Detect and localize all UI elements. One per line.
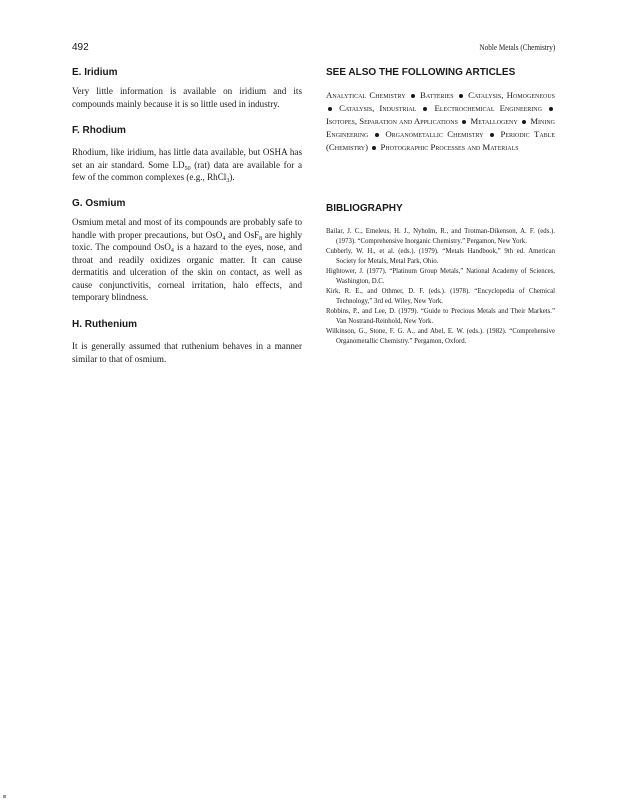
- see-also-item[interactable]: Batteries: [420, 90, 454, 100]
- bibliography-section: [326, 202, 555, 347]
- bibliography-list: [326, 227, 555, 347]
- corner-mark: [3, 795, 6, 798]
- see-also-item[interactable]: Catalysis, Industrial: [339, 103, 417, 113]
- see-also-item[interactable]: Analytical Chemistry: [326, 90, 406, 100]
- section-osmium: [72, 197, 302, 304]
- bibliography-entry: Kirk, R. E., and Othmer, D. F. (eds.). (1978). “Encyclopedia of Chemical Technology,” 3rd ed. Wiley, New York.: [326, 288, 555, 305]
- section-title-rhodium: F. Rhodium: [72, 125, 126, 136]
- bibliography-entry: Wilkinson, G., Stone, F. G. A., and Abel, E. W. (eds.). (1982). “Comprehensive Organometallic Chemistry.” Pergamon, Oxford.: [326, 328, 555, 345]
- section-ruthenium: [72, 318, 302, 365]
- bullet-separator: [372, 146, 376, 150]
- bibliography-entry: Bailar, J. C., Emeleus, H. J., Nyholm, R., and Trotman-Dikenson, A. F. (eds.). (1973). “Comprehensive Inorganic Chemistry.” Pergamon, New York.: [326, 228, 555, 245]
- see-also-item[interactable]: Photographic Processes and Materials: [380, 142, 519, 152]
- see-also-item[interactable]: Mining Engineering: [326, 116, 556, 139]
- section-iridium: [72, 66, 302, 110]
- section-title-iridium: E. Iridium: [72, 67, 118, 78]
- see-also-item[interactable]: Electrochemical Engineering: [434, 103, 542, 113]
- bullet-separator: [522, 120, 526, 124]
- section-rhodium: [72, 124, 302, 184]
- see-also-item[interactable]: Isotopes, Separation and Applications: [326, 116, 458, 126]
- bibliography-entry: Cubberly, W. H., et al. (eds.). (1979). “Metals Handbook,” 9th ed. American Society for Metals, Metal Park, Ohio.: [326, 248, 555, 265]
- page-header: [72, 42, 555, 56]
- see-also-item[interactable]: Organometallic Chemistry: [385, 129, 484, 139]
- section-text-iridium: Very little information is available on iridium and its compounds mainly because it is so little used in industry.: [72, 86, 302, 109]
- bibliography-title: BIBLIOGRAPHY: [326, 203, 403, 214]
- section-text-rhodium: Rhodium, like iridium, has little data available, but OSHA has set an air standard. Some $LD_{50}$ (rat) data are available for a few of the common complexes (e.g., RhCl$_3$).: [72, 147, 302, 184]
- running-head: Noble Metals (Chemistry): [479, 42, 555, 52]
- bullet-separator: [459, 94, 463, 98]
- section-text-osmium: Osmium metal and most of its compounds are probably safe to handle with proper precautions, but OsO$_4$ and OsF$_8$ are highly toxic. The compound OsO$_4$ is a hazard to the eyes, nose, and throat and readily oxidizes organic matter. It can cause dermatitis and ulceration of the skin on contact, as well as cause conjunctivitis, corneal irritation, halo effects, and temporary blindness.: [72, 217, 303, 302]
- see-also-item[interactable]: Catalysis, Homogeneous: [468, 90, 555, 100]
- section-title-osmium: G. Osmium: [72, 198, 126, 209]
- bullet-separator: [328, 107, 332, 111]
- bullet-separator: [462, 120, 466, 124]
- see-also-section: [326, 66, 555, 154]
- section-text-ruthenium: It is generally assumed that ruthenium behaves in a manner similar to that of osmium.: [72, 341, 302, 364]
- see-also-item[interactable]: Metallogeny: [470, 116, 518, 126]
- bullet-separator: [423, 107, 427, 111]
- see-also-list: [326, 89, 555, 154]
- bullet-separator: [549, 107, 553, 111]
- bibliography-entry: Robbins, P., and Lee, D. (1979). “Guide to Precious Metals and Their Markets.” Van Nostrand-Reinhold, New York.: [326, 308, 555, 325]
- section-title-ruthenium: H. Ruthenium: [72, 319, 137, 330]
- bullet-separator: [375, 133, 379, 137]
- page-number: 492: [72, 42, 89, 53]
- bullet-separator: [490, 133, 494, 137]
- see-also-title: SEE ALSO THE FOLLOWING ARTICLES: [326, 67, 516, 78]
- bibliography-entry: Hightower, J. (1977). “Platinum Group Metals,” National Academy of Sciences, Washington, D.C.: [326, 268, 555, 285]
- see-also-item[interactable]: Periodic Table (Chemistry): [326, 129, 556, 152]
- bullet-separator: [411, 94, 415, 98]
